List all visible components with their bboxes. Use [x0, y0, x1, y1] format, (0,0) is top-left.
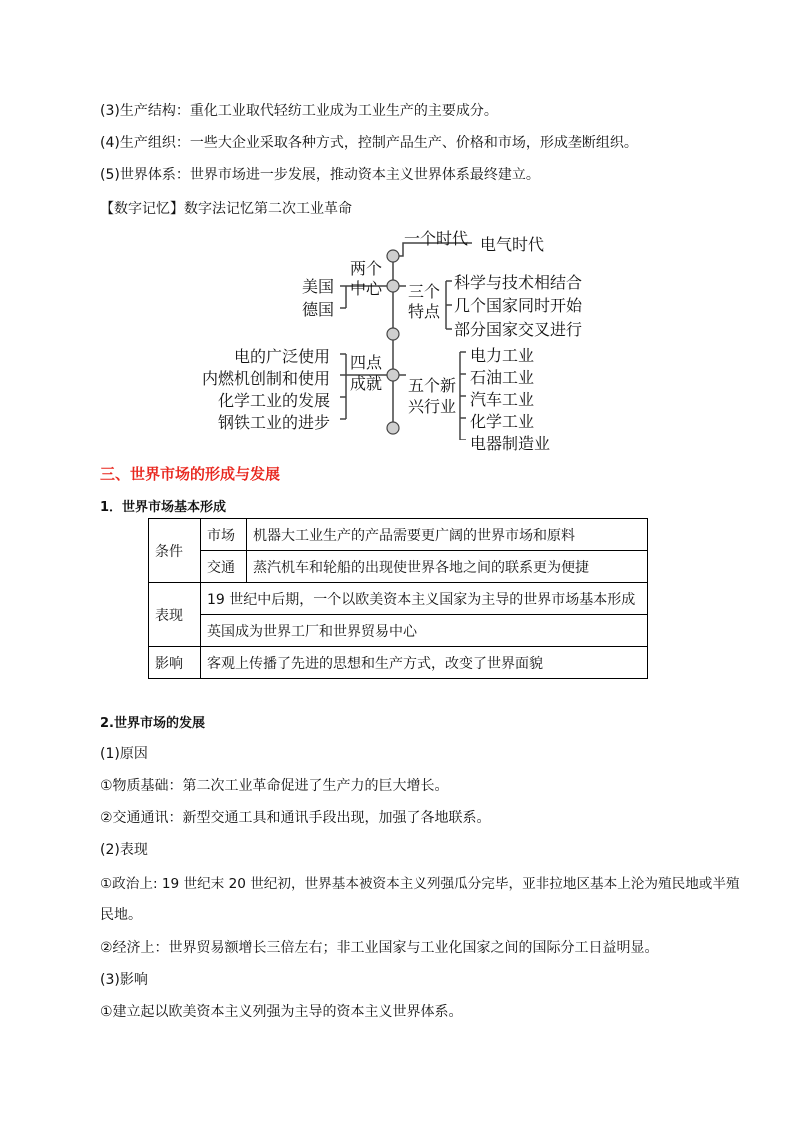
table-row [149, 615, 648, 647]
diagram-node [387, 369, 399, 381]
label-achievements: 成就 [350, 374, 383, 393]
industry-item: 化学工业 [470, 412, 535, 431]
text-line-production-organization: (4)生产组织：一些大企业采取各种方式，控制产品生产、价格和市场，形成垄断组织。 [100, 135, 638, 151]
achievement-item: 化学工业的发展 [218, 391, 331, 410]
label-four: 四点 [350, 353, 383, 372]
feature-item: 几个国家同时开始 [454, 296, 583, 315]
achievement-item: 电的广泛使用 [234, 347, 331, 366]
table-cell: 机器大工业生产的产品需要更广阔的世界市场和原料 [247, 519, 648, 551]
label-five: 五个新 [408, 376, 457, 395]
label-three: 三个 [408, 282, 441, 301]
label-features: 特点 [408, 302, 441, 321]
text-line-world-system: (5)世界体系：世界市场进一步发展，推动资本主义世界体系最终建立。 [100, 167, 540, 183]
table-row [149, 551, 648, 583]
text-line: (1)原因 [100, 746, 148, 762]
label-electric-era: 电气时代 [480, 235, 545, 254]
table-row [149, 519, 648, 551]
second-industrial-revolution-diagram [196, 224, 596, 453]
text-line: (2)表现 [100, 842, 148, 858]
world-market-table [148, 518, 648, 679]
industry-item: 电器制造业 [470, 434, 551, 453]
table-cell: 交通 [201, 551, 247, 583]
text-line: ①物质基础：第二次工业革命促进了生产力的巨大增长。 [100, 778, 449, 794]
industry-item: 电力工业 [470, 346, 535, 365]
table-cell: 蒸汽机车和轮船的出现使世界各地之间的联系更为便捷 [247, 551, 648, 583]
text-line-number-memory: 【数字记忆】数字法记忆第二次工业革命 [100, 201, 352, 217]
industry-item: 石油工业 [470, 368, 535, 387]
text-line: ②经济上：世界贸易额增长三倍左右；非工业国家与工业化国家之间的国际分工日益明显。 [100, 940, 659, 956]
achievement-item: 内燃机创制和使用 [202, 369, 331, 388]
diagram-node [387, 328, 399, 340]
section-heading: 三、世界市场的形成与发展 [100, 465, 281, 483]
text-line: 民地。 [100, 907, 142, 923]
table-cell: 英国成为世界工厂和世界贸易中心 [201, 615, 648, 647]
table-cell: 市场 [201, 519, 247, 551]
table-cell: 影响 [149, 647, 201, 679]
text-line: (3)影响 [100, 972, 148, 988]
label-usa: 美国 [302, 277, 335, 296]
text-line-production-structure: (3)生产结构：重化工业取代轻纺工业成为工业生产的主要成分。 [100, 103, 498, 119]
diagram-node [387, 250, 399, 262]
feature-item: 部分国家交叉进行 [454, 320, 583, 339]
subheading-market-development: 2.世界市场的发展 [100, 716, 205, 731]
diagram-node [387, 422, 399, 434]
feature-item: 科学与技术相结合 [454, 273, 583, 292]
text-line: ②交通通讯：新型交通工具和通讯手段出现，加强了各地联系。 [100, 810, 491, 826]
text-line: ①建立起以欧美资本主义列强为主导的资本主义世界体系。 [100, 1004, 463, 1020]
industry-item: 汽车工业 [470, 390, 535, 409]
table-cell: 19 世纪中后期，一个以欧美资本主义国家为主导的世界市场基本形成 [201, 583, 648, 615]
table-row [149, 647, 648, 679]
table-cell: 条件 [149, 519, 201, 583]
table-row [149, 583, 648, 615]
table-cell: 客观上传播了先进的思想和生产方式，改变了世界面貌 [201, 647, 648, 679]
text-line: ①政治上: 19 世纪末 20 世纪初，世界基本被资本主义列强瓜分完毕，亚非拉地区基本上沦为殖民地或半殖 [100, 876, 740, 892]
label-one-era: 一个时代 [404, 229, 469, 248]
label-industries: 兴行业 [408, 397, 457, 416]
table-cell: 表现 [149, 583, 201, 647]
diagram-node [387, 280, 399, 292]
label-centers: 中心 [350, 279, 383, 298]
label-germany: 德国 [302, 300, 335, 319]
label-two: 两个 [350, 259, 383, 278]
subheading-market-formation: 1．世界市场基本形成 [100, 500, 227, 515]
achievement-item: 钢铁工业的进步 [218, 413, 331, 432]
